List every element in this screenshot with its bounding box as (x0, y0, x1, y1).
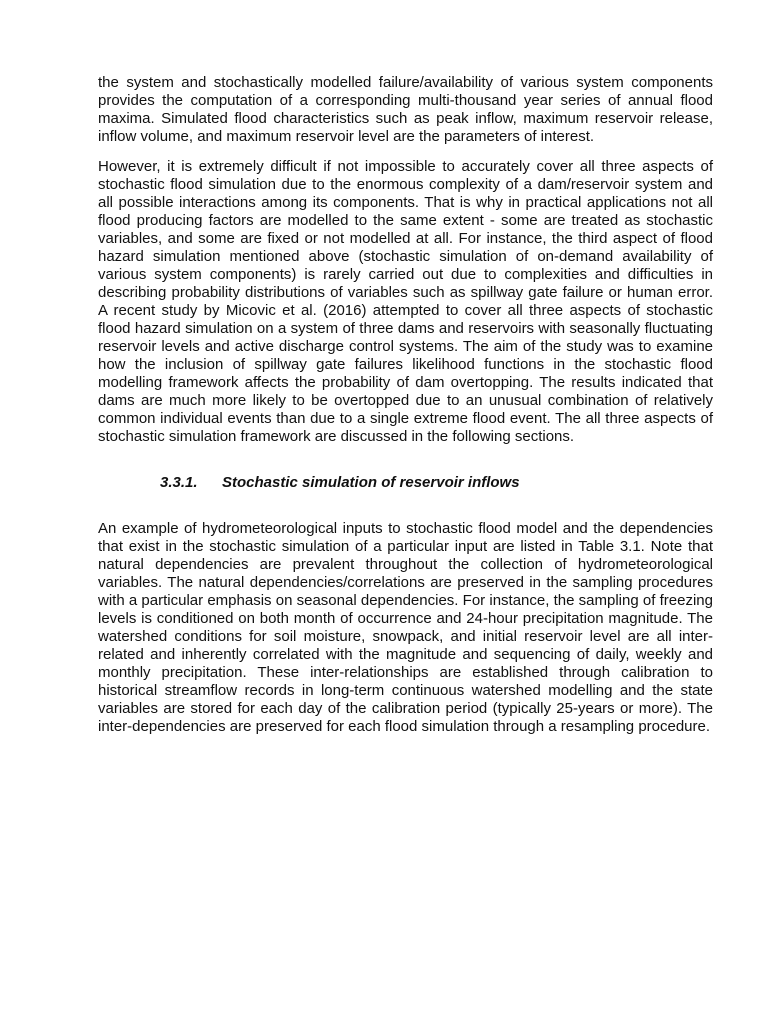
paragraph-intro: the system and stochastically modelled failure/availability of various system components provides the computation of a corresponding multi-thousand year series of annual flood maxima. Simulated flood characteristics such as peak inflow, maximum reservoir release, inflow volume, and maximum reservoir level are the parameters of interest. (98, 74, 713, 145)
paragraph-difficulty: However, it is extremely difficult if not impossible to accurately cover all three aspects of stochastic flood simulation due to the enormous complexity of a dam/reservoir system and all possible interactions among its components. That is why in practical applications not all flood producing factors are modelled to the same extent - some are treated as stochastic variables, and some are fixed or not modelled at all. For instance, the third aspect of flood hazard simulation mentioned above (stochastic simulation of on-demand availability of various system components) is rarely carried out due to complexities and difficulties in describing probability distributions of variables such as spillway gate failure or human error. A recent study by Micovic et al. (2016) attempted to cover all three aspects of stochastic flood hazard simulation on a system of three dams and reservoirs with seasonally fluctuating reservoir levels and active discharge control systems. The aim of the study was to examine how the inclusion of spillway gate failures likelihood functions in the stochastic flood modelling framework affects the probability of dam overtopping. The results indicated that dams are much more likely to be overtopped due to an unusual combination of relatively common individual events than due to a single extreme flood event. The all three aspects of stochastic simulation framework are discussed in the following sections. (98, 158, 713, 445)
document-page (98, 74, 713, 736)
section-title: Stochastic simulation of reservoir inflows (222, 474, 520, 491)
section-number: 3.3.1. (160, 474, 198, 491)
section-heading (98, 474, 713, 492)
paragraph-inputs: An example of hydrometeorological inputs to stochastic flood model and the dependencies that exist in the stochastic simulation of a particular input are listed in Table 3.1. Note that natural dependencies are prevalent throughout the collection of hydrometeorological variables. The natural dependencies/correlations are preserved in the sampling procedures with a particular emphasis on seasonal dependencies. For instance, the sampling of freezing levels is conditioned on both month of occurrence and 24-hour precipitation magnitude. The watershed conditions for soil moisture, snowpack, and initial reservoir level are all inter-related and inherently correlated with the magnitude and sequencing of daily, weekly and monthly precipitation. These inter-relationships are established through calibration to historical streamflow records in long-term continuous watershed modelling and the state variables are stored for each day of the calibration period (typically 25-years or more). The inter-dependencies are preserved for each flood simulation through a resampling procedure. (98, 520, 713, 735)
